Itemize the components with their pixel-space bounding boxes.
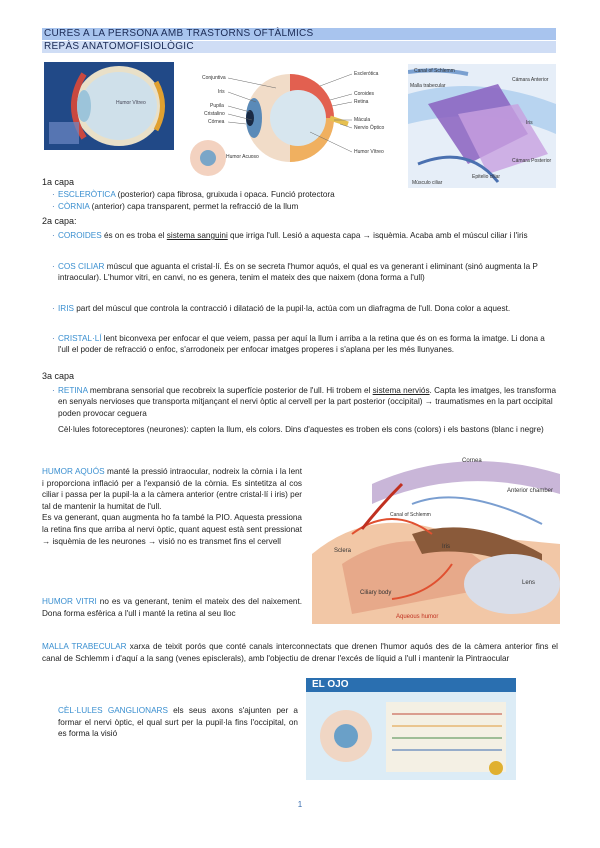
bullet-icon: ·	[52, 304, 55, 313]
eye-section-illustration	[44, 62, 174, 150]
label-macula: Mácula	[354, 117, 371, 123]
document-title: CURES A LA PERSONA AMB TRASTORNS OFTÀLMICS	[42, 28, 556, 40]
item-cornia	[52, 201, 558, 212]
item-cristalli	[52, 333, 558, 356]
term-iris: IRIS	[58, 304, 74, 313]
el-ojo-title: EL OJO	[312, 679, 349, 690]
label-aqueous-humor: Aqueous humor	[396, 614, 439, 620]
eye-section-figure	[44, 62, 174, 150]
label-humor-acuoso: Humor Acuoso	[226, 154, 259, 160]
label-epitelio-ciliar: Epitelio ciliar	[472, 174, 501, 180]
text-retina-a: membrana sensorial que recobreix la superfície posterior de l'ull. Hi trobem el	[87, 386, 373, 395]
item-cellules: Cèl·lules fotoreceptores (neurones): capten la llum, els colors. Dins d'aquestes es troben els cons (colors) i els bastons (blanc i negre)	[58, 425, 544, 434]
text-retina-underline: sistema nerviós	[372, 386, 430, 395]
el-ojo-figure	[306, 678, 516, 780]
eye-section-label: Humor Vítreo	[116, 100, 146, 106]
text-humor-aquos: manté la pressió intraocular, nodreix la còrnia i la lent i proporciona inflació per a l'expansió de la còrnia. Es sintetitza al cos ciliar i passa per la pupil·la a la càmera anterior (entre cristal·lí i iris) per tal de mantenir la humitat de l'ull.	[42, 467, 302, 511]
page-number: 1	[297, 800, 303, 809]
label-schlemm-iris: Iris	[526, 120, 533, 126]
term-cos-ciliar: COS CILIAR	[58, 262, 105, 271]
term-esclerotica: ESCLERÒTICA	[58, 190, 116, 199]
item-iris	[52, 303, 558, 314]
label-canal-schlemm: Canal of Schlemm	[414, 68, 455, 74]
term-coroides: COROIDES	[58, 231, 102, 240]
label-cornea-aq: Cornea	[462, 458, 482, 464]
term-retina: RETINA	[58, 386, 88, 395]
label-pupila: Pupila	[210, 103, 224, 109]
label-cristalino: Cristalino	[204, 111, 225, 117]
label-camara-posterior: Cámara Posterior	[512, 158, 552, 164]
bullet-icon: ·	[52, 334, 55, 343]
bullet-icon: ·	[52, 202, 55, 211]
label-ciliary-body: Ciliary body	[360, 590, 392, 596]
label-lens: Lens	[522, 580, 536, 586]
text-humor-vitri: no es va generant, tenim el mateix des del naixement. Dona forma esfèrica a l'ull i manté la retina al seu lloc	[42, 597, 302, 618]
paragraph-humor-aquos	[42, 466, 302, 547]
text-cellules-ganglionars: els seus axons s'ajunten per a formar el nervi òptic, el qual surt per la pupil·la fins l'occipital, on es forma la visió	[58, 706, 298, 739]
term-cellules-ganglionars: CÈL·LULES GANGLIONARS	[58, 706, 168, 715]
label-humor-vitreo: Humor Vítreo	[354, 149, 384, 155]
section-capa-3: 3a capa	[42, 371, 75, 381]
bullet-icon: ·	[52, 386, 55, 395]
label-retina: Retina	[354, 99, 369, 105]
text-esclerotica: (posterior) capa fibrosa, gruixuda i opaca. Funció protectora	[115, 190, 335, 199]
label-iris-aq: Iris	[442, 544, 450, 550]
label-camara-anterior: Cámara Anterior	[512, 77, 549, 83]
text-cristalli: lent biconvexa per enfocar el que veiem, passa per aquí la llum i arriba a la retina que és on es forma la imatge. Li dona a l'ull el poder de refracció o enfoc, s'arrodoneix per enfocar imatges properes i s'aplana per les més llunyanes.	[58, 334, 545, 355]
label-iris: Iris	[218, 89, 225, 95]
bullet-icon: ·	[52, 231, 55, 240]
aqueous-flow-figure	[312, 444, 560, 624]
term-humor-aquos: HUMOR AQUÓS	[42, 467, 105, 476]
aqueous-flow-illustration	[312, 444, 560, 624]
item-retina	[52, 385, 558, 419]
label-sclera: Sclera	[334, 548, 352, 554]
bullet-icon: ·	[52, 262, 55, 271]
term-cornia: CÒRNIA	[58, 202, 90, 211]
term-cristalli: CRISTAL·LÍ	[58, 334, 102, 343]
label-conjuntiva: Conjuntiva	[202, 75, 226, 81]
text-iris: part del múscul que controla la contracció i dilatació de la pupil·la, actúa com un diafragma de l'ull. Dona color a aquest.	[73, 304, 511, 313]
bullet-icon: ·	[52, 190, 55, 199]
item-cos-ciliar	[52, 261, 558, 284]
eye-anatomy-figure	[180, 62, 400, 178]
schlemm-canal-figure	[408, 64, 556, 188]
label-coroides: Coroides	[354, 91, 375, 97]
label-musculo-ciliar: Músculo ciliar	[412, 180, 443, 186]
section-capa-1: 1a capa	[42, 177, 75, 187]
item-esclerotica	[52, 189, 558, 200]
text-malla-trabecular: xarxa de teixit porós que conté canals interconnectats que drenen l'humor aquós des de la càmera anterior fins el canal de Schlemm i d'aquí a la sang (venes episclerals), amb l'objectiu de drenar l'excés de líquid a l'ull i mantenir la Pintraocular	[42, 642, 559, 663]
label-esclerotica: Esclerótica	[354, 71, 379, 77]
el-ojo-illustration	[306, 678, 516, 780]
term-humor-vitri: HUMOR VITRI	[42, 597, 97, 606]
text-cos-ciliar: múscul que aguanta el cristal·lí. És on se secreta l'humor aquós, el qual es va generant i eliminant (sinó augmenta la P intraocular). L'humor vitri, en canvi, no es genera, tenim el mateix des que naixem (dona forma a l'ull)	[58, 262, 538, 283]
text-coroides-a: és on es troba el	[101, 231, 167, 240]
label-nervio-optico: Nervio Óptico	[354, 125, 385, 131]
text-coroides-underline: sistema sanguini	[166, 231, 228, 240]
document-subtitle: REPÀS ANATOMOFISIOLÒGIC	[42, 41, 556, 53]
text-retina-b: . Capta les imatges, les transforma en senyals nervioses que transporta mitjançant el nervi òptic al cervell per la part posterior (occipital) → traumatismes en la part occipital poden provocar ceguera	[58, 386, 557, 418]
item-coroides	[52, 230, 558, 241]
label-cornea: Córnea	[208, 119, 225, 125]
text-humor-aquos-2: Es va generant, quan augmenta ho fa també la PIO. Aquesta pressiona la retina fins que arriba al nervi òptic, quant aquest està sent pressionat → isquèmia de les neurones → visió no es transmet fins el cervell	[42, 513, 302, 546]
paragraph-malla-trabecular	[42, 641, 558, 664]
paragraph-humor-vitri	[42, 596, 302, 619]
text-cornia: (anterior) capa transparent, permet la refracció de la llum	[89, 202, 299, 211]
section-capa-2: 2a capa:	[42, 216, 77, 226]
text-coroides-b: que irriga l'ull. Lesió a aquesta capa → isquèmia. Acaba amb el múscul ciliar i l'iris	[227, 231, 528, 240]
label-anterior-chamber: Anterior chamber	[507, 488, 554, 494]
label-canal-schlemm-aq: Canal of Schlemm	[390, 512, 431, 518]
term-malla-trabecular: MALLA TRABECULAR	[42, 642, 127, 651]
label-malla-trabecular: Malla trabecular	[410, 83, 446, 89]
paragraph-cellules-ganglionars	[58, 705, 298, 740]
